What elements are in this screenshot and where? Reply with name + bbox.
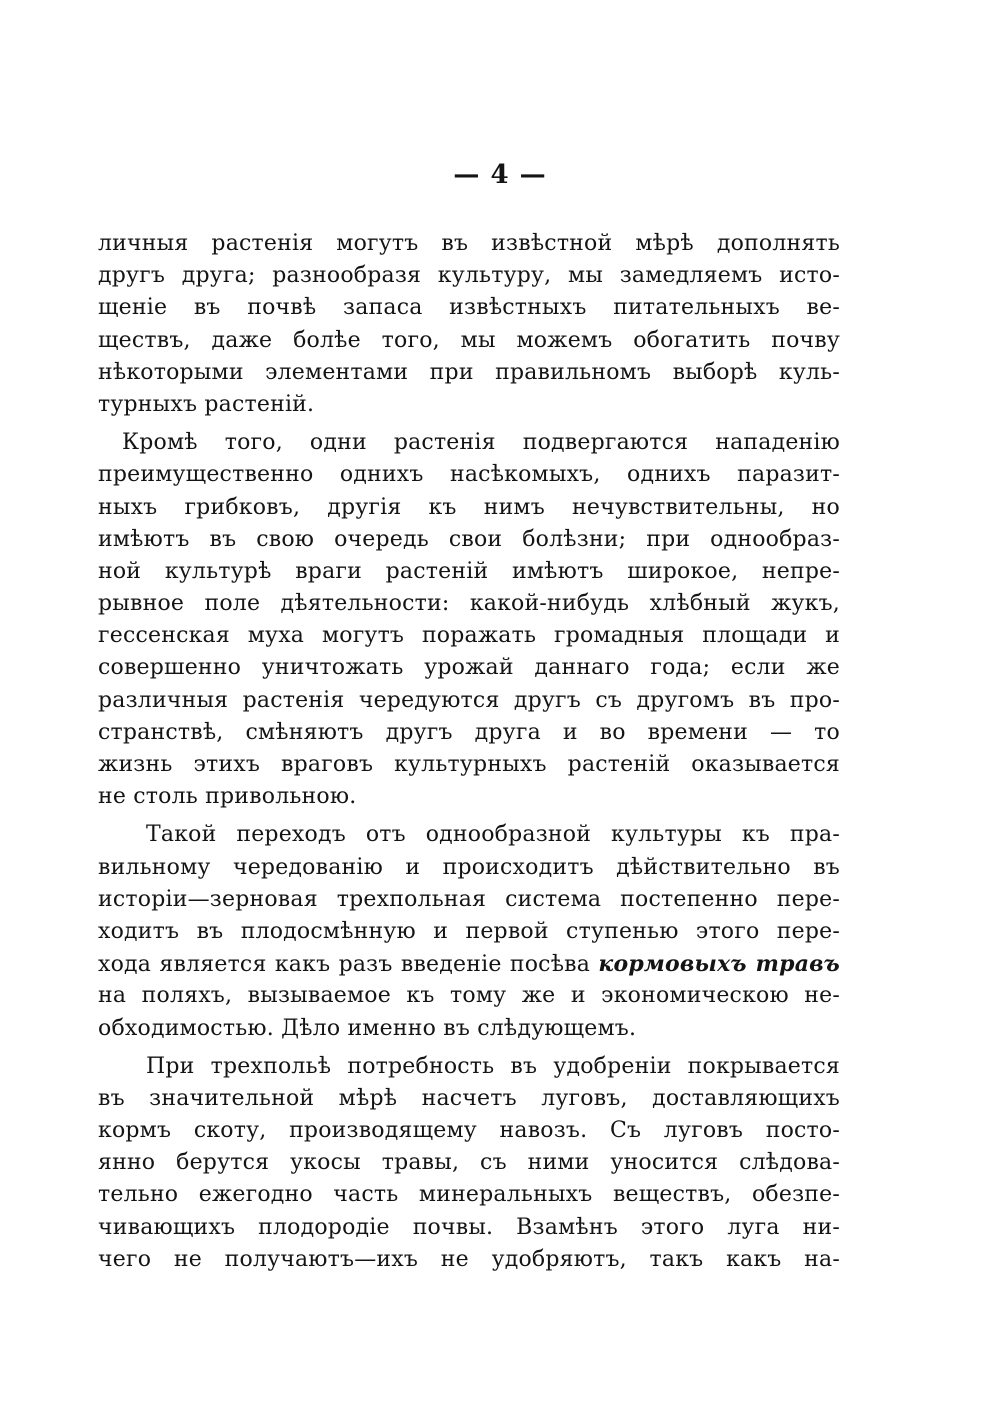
text-line: щеніе въ почвѣ запаса извѣстныхъ питательныхъ ве- xyxy=(98,295,840,321)
text-line: кормъ скоту, производящему навозъ. Съ луговъ посто- xyxy=(98,1118,840,1144)
text-line: различныя растенія чередуются другъ съ другомъ въ про- xyxy=(98,687,840,713)
page-text xyxy=(98,228,840,1276)
text-line: другъ друга; разнообразя культуру, мы замедляемъ исто- xyxy=(98,263,840,289)
text-line: ществъ, даже болѣе того, мы можемъ обогатить почву xyxy=(98,327,840,353)
text-segment: хода является какъ разъ введеніе посѣва xyxy=(98,952,599,978)
text-line: чивающихъ плодородіе почвы. Взамѣнъ этого луга ни- xyxy=(98,1214,840,1240)
text-line: не столь привольною. xyxy=(98,784,357,810)
text-line: Такой переходъ отъ однообразной культуры къ пра- xyxy=(146,822,840,848)
text-line: странствѣ, смѣняютъ другъ друга и во времени — то xyxy=(98,719,840,745)
text-line: тельно ежегодно часть минеральныхъ веществъ, обезпе- xyxy=(98,1182,840,1208)
text-line: ходитъ въ плодосмѣнную и первой ступенью этого пере- xyxy=(98,918,840,944)
text-line: совершенно уничтожать урожай даннаго года; если же xyxy=(98,655,840,681)
text-line: нѣкоторыми элементами при правильномъ выборѣ куль- xyxy=(98,359,840,385)
text-line: имѣютъ въ свою очередь свои болѣзни; при однообраз- xyxy=(98,526,840,552)
paragraph-1 xyxy=(98,228,840,421)
text-line: турныхъ растеній. xyxy=(98,391,315,417)
text-line: вильному чередованію и происходитъ дѣйствительно въ xyxy=(98,854,840,880)
paragraph-3 xyxy=(98,819,840,1044)
paragraph-4 xyxy=(98,1051,840,1276)
text-line: Кромѣ того, одни растенія подвергаются нападенію xyxy=(122,430,840,456)
emphasized-phrase: кормовыхъ травъ xyxy=(598,951,840,978)
text-line: янно берутся укосы травы, съ ними уносится слѣдова- xyxy=(98,1150,840,1176)
paragraph-2 xyxy=(98,427,840,813)
text-line: чего не получаютъ—ихъ не удобряютъ, такъ какъ на- xyxy=(98,1246,840,1272)
text-line: При трехпольѣ потребность въ удобреніи покрывается xyxy=(146,1053,840,1079)
text-line: жизнь этихъ враговъ культурныхъ растеній оказывается xyxy=(98,752,840,777)
text-line: преимущественно однихъ насѣкомыхъ, однихъ паразит- xyxy=(98,462,840,488)
text-line: гессенская муха могутъ поражать громадныя площади и xyxy=(98,623,840,649)
text-line: рывное поле дѣятельности: какой-нибудь хлѣбный жукъ, xyxy=(98,591,840,617)
text-line-with-emphasis xyxy=(98,948,840,980)
text-line: на поляхъ, вызываемое къ тому же и экономическою не- xyxy=(98,983,840,1009)
text-line: личныя растенія могутъ въ извѣстной мѣрѣ дополнять xyxy=(98,231,840,256)
text-line: ныхъ грибковъ, другія къ нимъ нечувствительны, но xyxy=(98,494,840,520)
page-number: — 4 — xyxy=(453,160,547,190)
text-line: исторіи—зерновая трехпольная система постепенно пере- xyxy=(98,886,840,912)
text-line: въ значительной мѣрѣ насчетъ луговъ, доставляющихъ xyxy=(98,1085,840,1111)
text-line: обходимостью. Дѣло именно въ слѣдующемъ. xyxy=(98,1015,637,1041)
text-line: ной культурѣ враги растеній имѣютъ широкое, непре- xyxy=(98,558,840,584)
